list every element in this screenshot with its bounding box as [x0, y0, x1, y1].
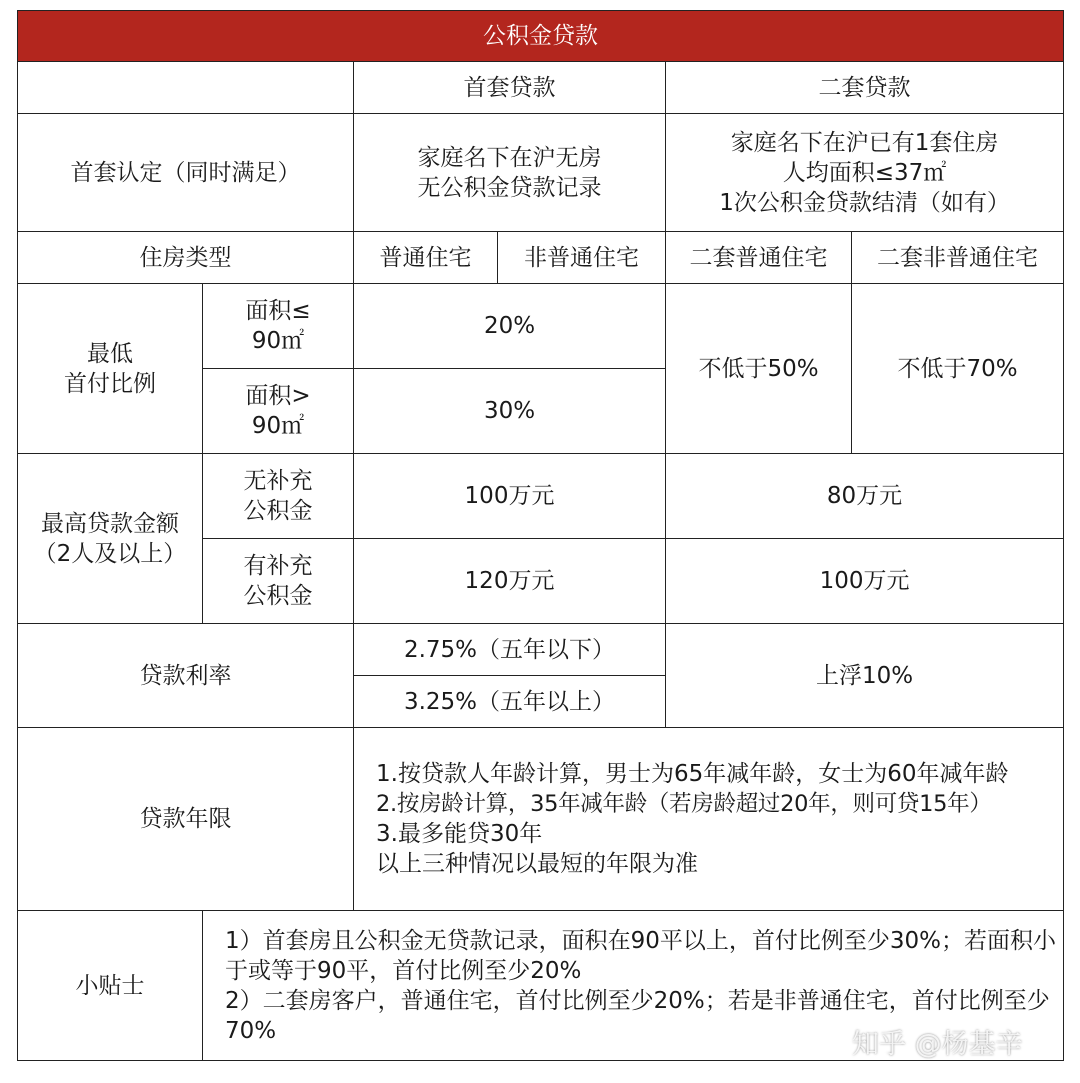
corner-cell: [18, 62, 354, 114]
type-non-normal: 非普通住宅: [498, 232, 666, 284]
term-line: 1.按贷款人年龄计算，男士为65年减年龄，女士为60年减年龄: [376, 761, 1009, 787]
first-loan-header: 首套贷款: [354, 62, 666, 114]
loan-table: [17, 10, 1064, 1061]
table-title: 公积金贷款: [18, 11, 1064, 62]
supplement-label: 有补充 公积金: [203, 539, 354, 624]
down-payment-label: 最低 首付比例: [18, 284, 203, 454]
second-recognition: 家庭名下在沪已有1套住房 人均面积≤37㎡ 1次公积金贷款结清（如有）: [666, 114, 1064, 232]
term-label: 贷款年限: [18, 728, 354, 911]
tip-line: 1）首套房且公积金无贷款记录，面积在90平以上，首付比例至少30%；若面积小于或等于90平，首付比例至少20%: [225, 927, 1057, 984]
zhihu-watermark: 知乎 @杨基辛: [852, 1029, 1023, 1060]
rate-label: 贷款利率: [18, 624, 354, 728]
tip-line: 2）二套房客户，普通住宅，首付比例至少20%；若是非普通住宅，首付比例至少70%: [225, 987, 1050, 1044]
housing-type-label: 住房类型: [18, 232, 354, 284]
tips-label: 小贴士: [18, 911, 203, 1061]
first-large-down-payment: 30%: [354, 369, 666, 454]
first-recognition: 家庭名下在沪无房 无公积金贷款记录: [354, 114, 666, 232]
second-no-supp-amount: 80万元: [666, 454, 1064, 539]
recognition-label: 首套认定（同时满足）: [18, 114, 354, 232]
first-small-down-payment: 20%: [354, 284, 666, 369]
second-loan-header: 二套贷款: [666, 62, 1064, 114]
term-line: 以上三种情况以最短的年限为准: [376, 851, 698, 877]
type-normal: 普通住宅: [354, 232, 498, 284]
second-non-normal-down-payment: 不低于70%: [852, 284, 1064, 454]
second-supp-amount: 100万元: [666, 539, 1064, 624]
first-no-supp-amount: 100万元: [354, 454, 666, 539]
type-second-normal: 二套普通住宅: [666, 232, 852, 284]
rate-under-five: 2.75%（五年以下）: [354, 624, 666, 676]
rate-over-five: 3.25%（五年以上）: [354, 676, 666, 728]
first-supp-amount: 120万元: [354, 539, 666, 624]
term-line: 2.按房龄计算，35年减年龄（若房龄超过20年，则可贷15年）: [376, 791, 992, 817]
area-large-label: 面积> 90㎡: [203, 369, 354, 454]
second-normal-down-payment: 不低于50%: [666, 284, 852, 454]
term-line: 3.最多能贷30年: [376, 821, 543, 847]
type-second-non-normal: 二套非普通住宅: [852, 232, 1064, 284]
term-content: [354, 728, 1064, 911]
no-supplement-label: 无补充 公积金: [203, 454, 354, 539]
rate-second: 上浮10%: [666, 624, 1064, 728]
area-small-label: 面积≤ 90㎡: [203, 284, 354, 369]
max-loan-label: 最高贷款金额 （2人及以上）: [18, 454, 203, 624]
